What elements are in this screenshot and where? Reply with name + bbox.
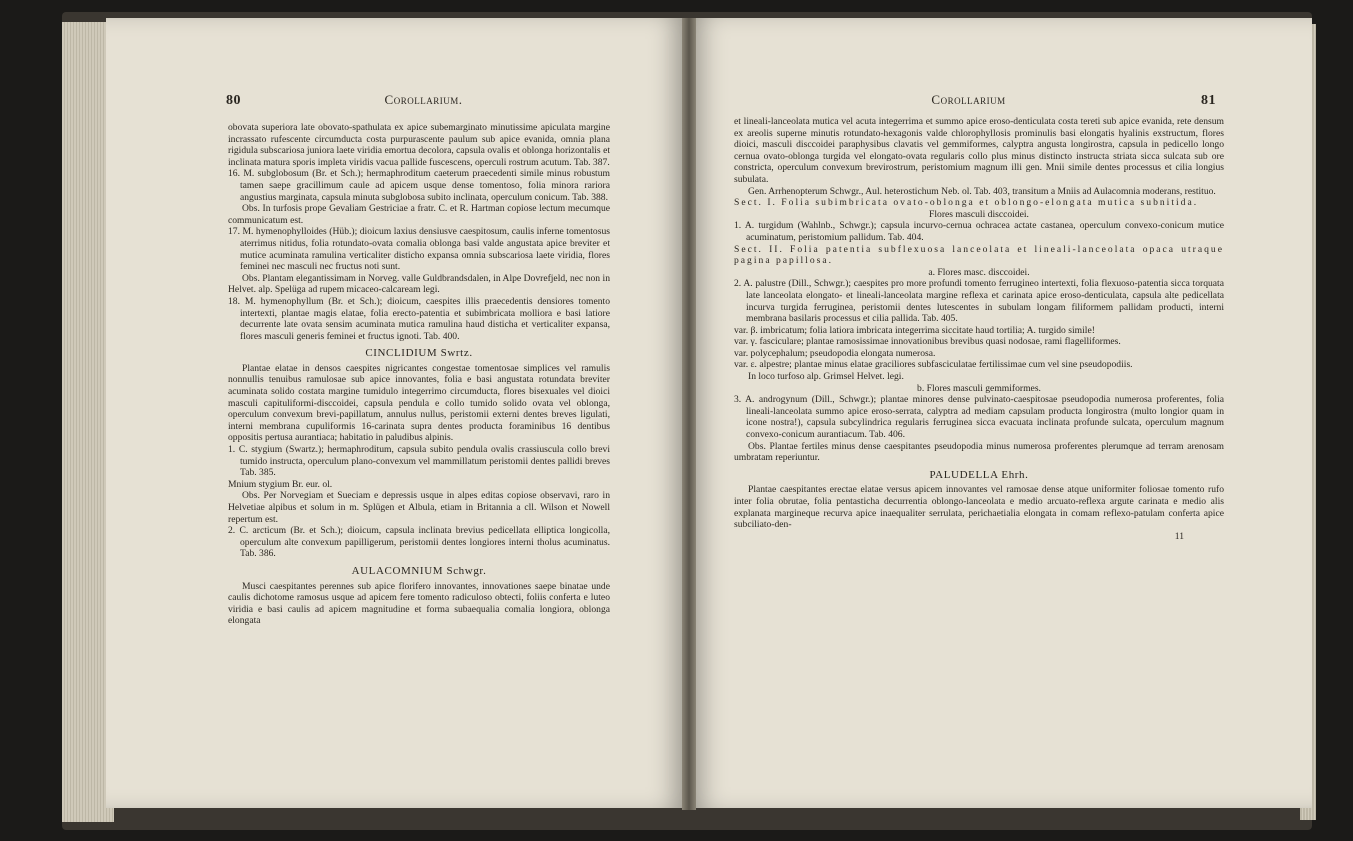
subheading: a. Flores masc. disccoidei. [928, 266, 1030, 278]
genus-heading-aulacomnium: AULACOMNIUM Schwgr. [351, 564, 487, 577]
species-entry: 1. A. turgidum (Wahlnb., Schwgr.); capsula incurvo-cernua ochracea actate castanea, operculum convexo-conicum mutice acuminatum, peristomium pallidum. Tab. 404. [734, 220, 1224, 243]
genus-description: Musci caespitantes perennes sub apice florifero innovantes, innovationes saepe binatae unde caulis dichotome ramosus usque ad apicem fere tomento radiculoso obtecti, foliis conferta e luteo viridia e basi caulis ad apicem magnitudine et forma subaequalia comalia longiora, oblonga elongata [228, 580, 610, 627]
species-entry: 18. M. hymenophyllum (Br. et Sch.); dioicum, caespites illis praecedentis densiores tomento intertexti, plantae magis elatae, folia erecto-patentia et subimbricata molliora e basi latiore decurrente late ovata sensim acuminata mutica ramulina haud disticha et verticaliter expansa, flores masculi generis feminei et fructus ignoti. Tab. 400. [228, 295, 610, 342]
right-page [692, 18, 1312, 808]
paragraph: Gen. Arrhenopterum Schwgr., Aul. heterostichum Neb. ol. Tab. 403, transitum a Mniis ad Aulacomnia moderans, restituo. [748, 185, 1216, 197]
observation: Obs. Per Norvegiam et Sueciam e depressis usque in alpes editas copiose observavi, raro in Helvetiae alpibus et solum in m. Splügen et Albula, etiam in Britannia a cll. Wilson et Nowell repertum est. [228, 490, 610, 525]
right-page-number: 81 [1200, 93, 1216, 108]
left-page-body [228, 122, 610, 627]
genus-description: Plantae elatae in densos caespites nigricantes congestae tomentosae simplices vel ramulis nonnullis tenuibus ramulosae sub apice innovantes, folia e basi angustata rotundata breviter acuminata solido costata margine tumidulo integerrimo circumducta, flores bisexuales vel dioici masculi capituliformi-disccoidei, capsula pendula e collo tumido solido ovata vel oblonga, operculum convexum brevi-papillatum, annulus nullus, peristomii externi dentes breves ligulati, interni membrana cupuliformis 16-carinata supra dentes producta foraminibus 16 dentibus oppositis pertusa aurantiaca; habitatio in paludibus alpinis. [228, 362, 610, 444]
left-page-header [226, 92, 606, 109]
synonym: Mnium stygium Br. eur. ol. [228, 478, 333, 490]
species-entry: 3. A. androgynum (Dill., Schwgr.); plantae minores dense pulvinato-caespitosae pseudopodia numerosa proferentes, folia lineali-lanceolata summo apice eroso-serrata, calyptra ad mediam capsulam producta longirostra (multo longior quam in icone nostra!), capsula subcylindrica regularis ferruginea sicca evacuata inclinata profunde sulcata, operculum magnum convexo-conicum aurantiacum. Tab. 406. [734, 394, 1224, 441]
variety-entry: var. ε. alpestre; plantae minus elatae graciliores subfasciculatae fertilissimae cum vel sine pseudopodiis. [734, 359, 1133, 371]
species-entry: 16. M. subglobosum (Br. et Sch.); hermaphroditum caeterum praecedenti simile minus robustum tamen saepe gracillimum caule ad apicem usque dense tomentoso, folia minora rariora angustius marginata, capsula minuta subglobosa subito inclinata, operculum conicum. Tab. 388. [228, 168, 610, 203]
left-page [106, 18, 684, 808]
observation: Obs. In turfosis prope Gevaliam Gestriciae a fratr. C. et R. Hartman copiose lectum mecumque communicatum est. [228, 203, 610, 226]
subheading: Flores masculi disccoidei. [929, 208, 1029, 220]
left-running-head: Corollarium. [384, 92, 463, 107]
subheading: b. Flores masculi gemmiformes. [917, 382, 1041, 394]
genus-heading-paludella: PALUDELLA Ehrh. [929, 468, 1029, 481]
variety-entry: var. β. imbricatum; folia latiora imbricata integerrima siccitate haud tortilia; A. turgido simile! [734, 324, 1095, 336]
section-heading: Sect. I. Folia subimbricata ovato-oblonga et oblongo-elongata mutica subnitida. [734, 197, 1199, 209]
genus-heading-cinclidium: CINCLIDIUM Swrtz. [365, 347, 473, 360]
paragraph: obovata superiora late obovato-spathulata ex apice subemarginato minutissime apiculata margine incrassato rufescente circumducta costa purpurascente paulum sub apice evanida, omnia plana rigidula subscariosa juniora laete viridia emortua decolora, capsula ovalis et oblonga horizontalis et inclinata matura sporis impleta viridis vacua pallide fuscescens, operculi rostrum acutum. Tab. 387. [228, 122, 610, 168]
species-entry: 17. M. hymenophylloides (Hüb.); dioicum laxius densiusve caespitosum, caulis inferne tomentosus aterrimus nitidus, folia rotundato-ovata comalia oblonga basi valde angustata apice breviter et mutice acuminata ramulina verticaliter disticho expansa omnia subscariosa laete viridia, flores feminei nec masculi nec fructus noti sunt. [228, 226, 610, 273]
observation: Obs. Plantam elegantissimam in Norveg. valle Guldbrandsdalen, in Alpe Dovrefjeld, nec non in Helvet. alp. Spelüga ad rupem micaceo-calcaream legi. [228, 272, 610, 296]
observation: Obs. Plantae fertiles minus dense caespitantes pseudopodia minus numerosa proferentes plerumque ad terram arenosam umbratam reperiuntur. [734, 440, 1224, 464]
section-heading: Sect. II. Folia patentia subflexuosa lanceolata et lineali-lanceolata opaca utraque pagina papillosa. [734, 243, 1224, 267]
right-page-header [736, 92, 1216, 109]
species-entry: 2. A. palustre (Dill., Schwgr.); caespites pro more profundi tomento ferrugineo intertexti, folia flexuoso-patentia sicca torquata late lanceolata elongato- et lineali-lanceolata margine reflexa et carinata apice eroso-denticulata, capsula alte pedicellata incurva turgida ferruginea, peristomii dentes lutescentes in subulam longam filiformem pallidam producti, interni membrana basilaris processus et cilia pallida. Tab. 405. [734, 278, 1224, 325]
right-running-head: Corollarium [931, 92, 1006, 107]
signature-mark: 11 [1174, 530, 1184, 542]
genus-description: Plantae caespitantes erectae elatae versus apicem innovantes vel ramosae dense atque uniformiter foliosae tomento rufo inter folia obrutae, folia pentasticha decurrentia oblongo-lanceolata e medio arcuato-reflexa argute carinata e medio alis explanata margineque recurva apice inaequaliter serrulata, perichaetialia elongata in comam reflexo-patulam conferta apice subciliato-den- [734, 484, 1224, 531]
locality: In loco turfoso alp. Grimsel Helvet. legi. [748, 371, 904, 383]
variety-entry: var. γ. fasciculare; plantae ramosissimae innovationibus brevibus quasi nodosae, rami flagelliformes. [734, 336, 1121, 348]
species-entry: 2. C. arcticum (Br. et Sch.); dioicum, capsula inclinata brevius pedicellata elliptica longicolla, operculum alte convexum papilligerum, peristomii dentes longiores interni tholus acuminatus. Tab. 386. [228, 525, 610, 560]
right-page-body [734, 116, 1224, 542]
species-entry: 1. C. stygium (Swartz.); hermaphroditum, capsula subito pendula ovalis crassiuscula collo brevi tumido instructa, operculum plano-convexum vel mammillatum peristomii dentes pallidi breves Tab. 385. [228, 444, 610, 479]
book-gutter [682, 18, 696, 810]
variety-entry: var. polycephalum; pseudopodia elongata numerosa. [734, 347, 936, 359]
paragraph: et lineali-lanceolata mutica vel acuta integerrima et summo apice eroso-denticulata costa tereti sub apice evanida, rete densum ex areolis superne minutis rotundato-hexagonis valde chlorophyllosis prominulis basi elongatis hyalinis exstructum, flores dioici, masculi disccoidei paraphysibus clavatis vel gemmiformes, calyptra angusta longirostra, capsula in pedicello longo cernua ovato-oblonga turgida vel elongato-ovata regularis collo plus minus distincto instructa striata sicca sulcata sub ore constricta, operculum convexum brevirostrum, peristomium magnum illi gen. Mnii simile dentes processus et cilia longius subulata. [734, 116, 1224, 185]
left-page-number: 80 [226, 93, 241, 108]
